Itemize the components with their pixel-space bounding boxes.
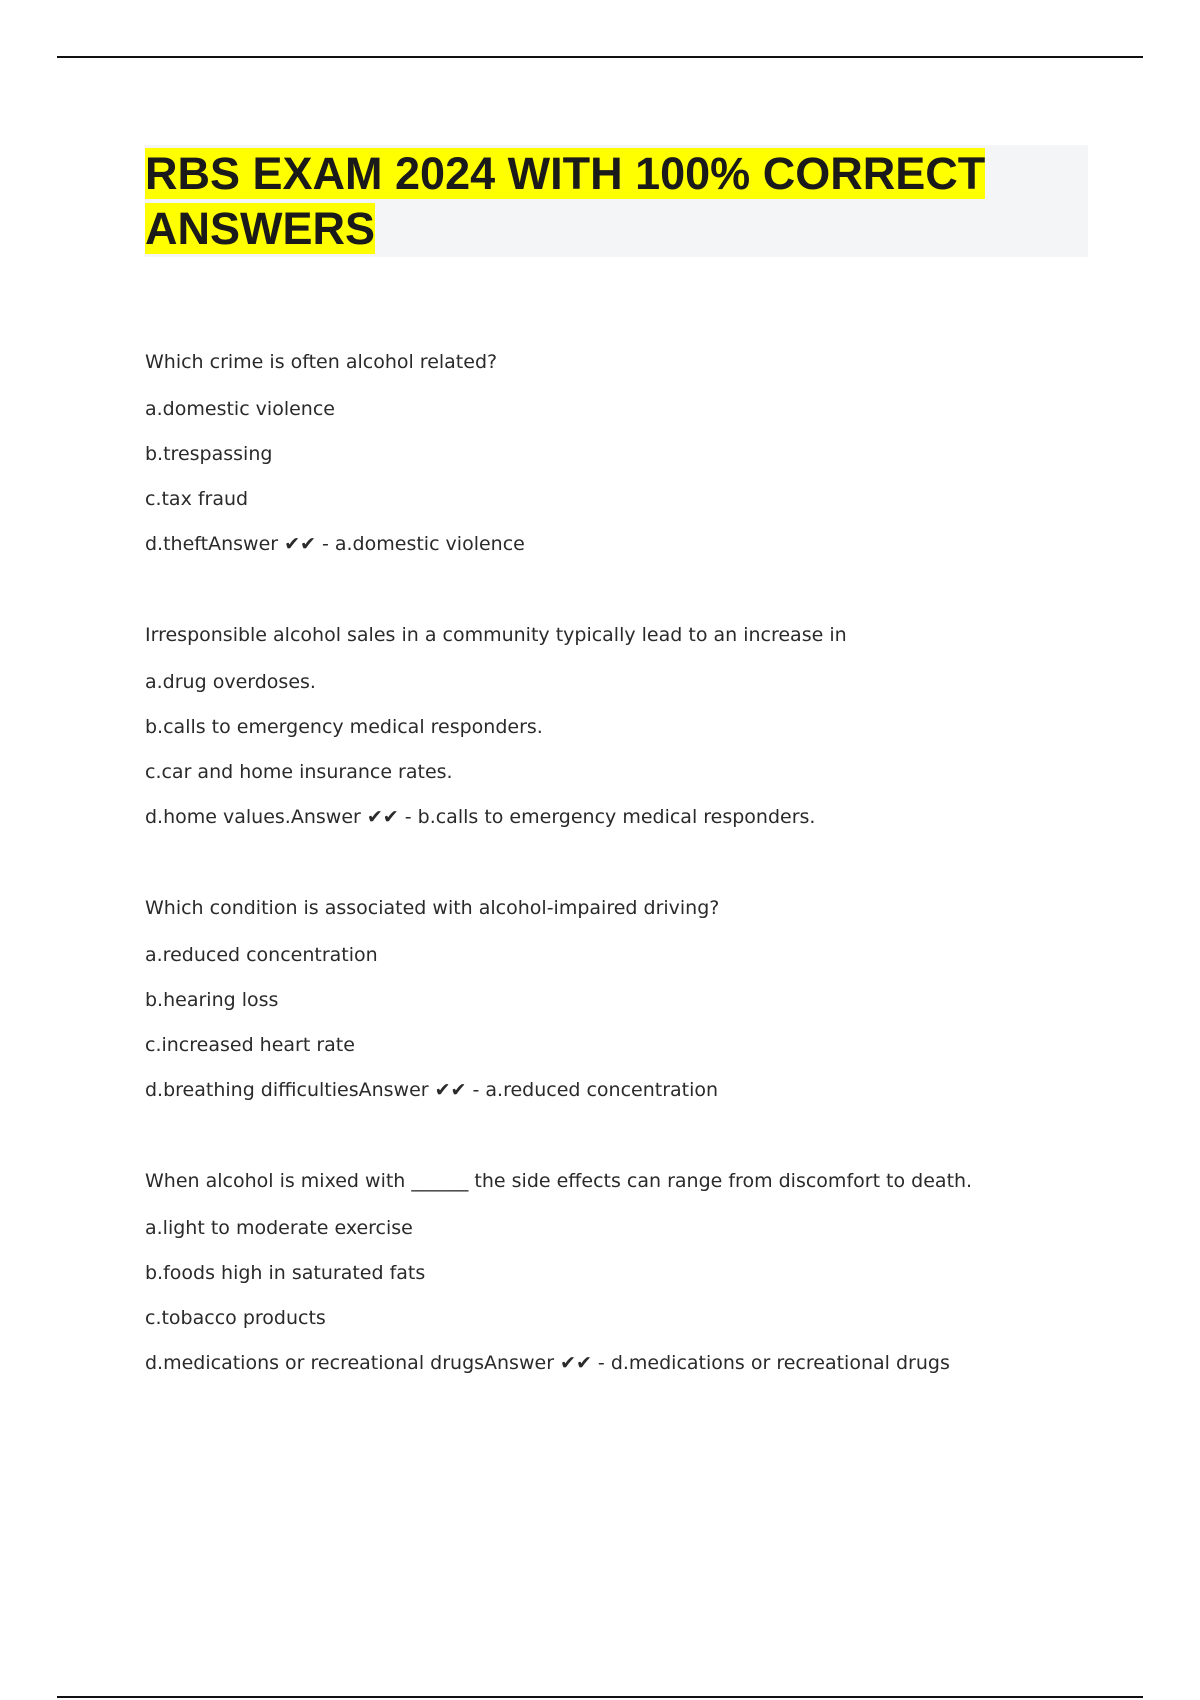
question-2 (145, 613, 1105, 840)
option-d-with-answer: d.theftAnswer ✔✔ - a.domestic violence (145, 533, 525, 555)
option-b: b.trespassing (145, 443, 273, 465)
question-prompt: Which condition is associated with alcohol-impaired driving? (145, 897, 720, 919)
question-4 (145, 1159, 1105, 1386)
footer-rule (57, 1696, 1143, 1698)
option-a: a.domestic violence (145, 398, 335, 420)
question-3 (145, 886, 1105, 1113)
option-d-with-answer: d.medications or recreational drugsAnswer ✔✔ - d.medications or recreational drugs (145, 1352, 950, 1374)
option-c: c.increased heart rate (145, 1034, 355, 1056)
document-title (145, 145, 1088, 256)
title-block (145, 145, 1088, 257)
question-prompt: When alcohol is mixed with ______ the side effects can range from discomfort to death. (145, 1170, 973, 1192)
option-c: c.car and home insurance rates. (145, 761, 453, 783)
option-b: b.calls to emergency medical responders. (145, 716, 543, 738)
option-b: b.hearing loss (145, 989, 279, 1011)
question-list (145, 340, 1105, 1432)
option-d-with-answer: d.home values.Answer ✔✔ - b.calls to emergency medical responders. (145, 806, 816, 828)
question-prompt: Which crime is often alcohol related? (145, 351, 498, 373)
option-a: a.reduced concentration (145, 944, 378, 966)
question-prompt: Irresponsible alcohol sales in a community typically lead to an increase in (145, 624, 847, 646)
option-d-with-answer: d.breathing difficultiesAnswer ✔✔ - a.reduced concentration (145, 1079, 719, 1101)
option-a: a.drug overdoses. (145, 671, 316, 693)
question-1 (145, 340, 1105, 567)
header-rule (57, 56, 1143, 58)
document-title-highlight: RBS EXAM 2024 WITH 100% CORRECT ANSWERS (145, 148, 986, 254)
option-c: c.tobacco products (145, 1307, 326, 1329)
option-a: a.light to moderate exercise (145, 1217, 413, 1239)
option-b: b.foods high in saturated fats (145, 1262, 426, 1284)
option-c: c.tax fraud (145, 488, 249, 510)
